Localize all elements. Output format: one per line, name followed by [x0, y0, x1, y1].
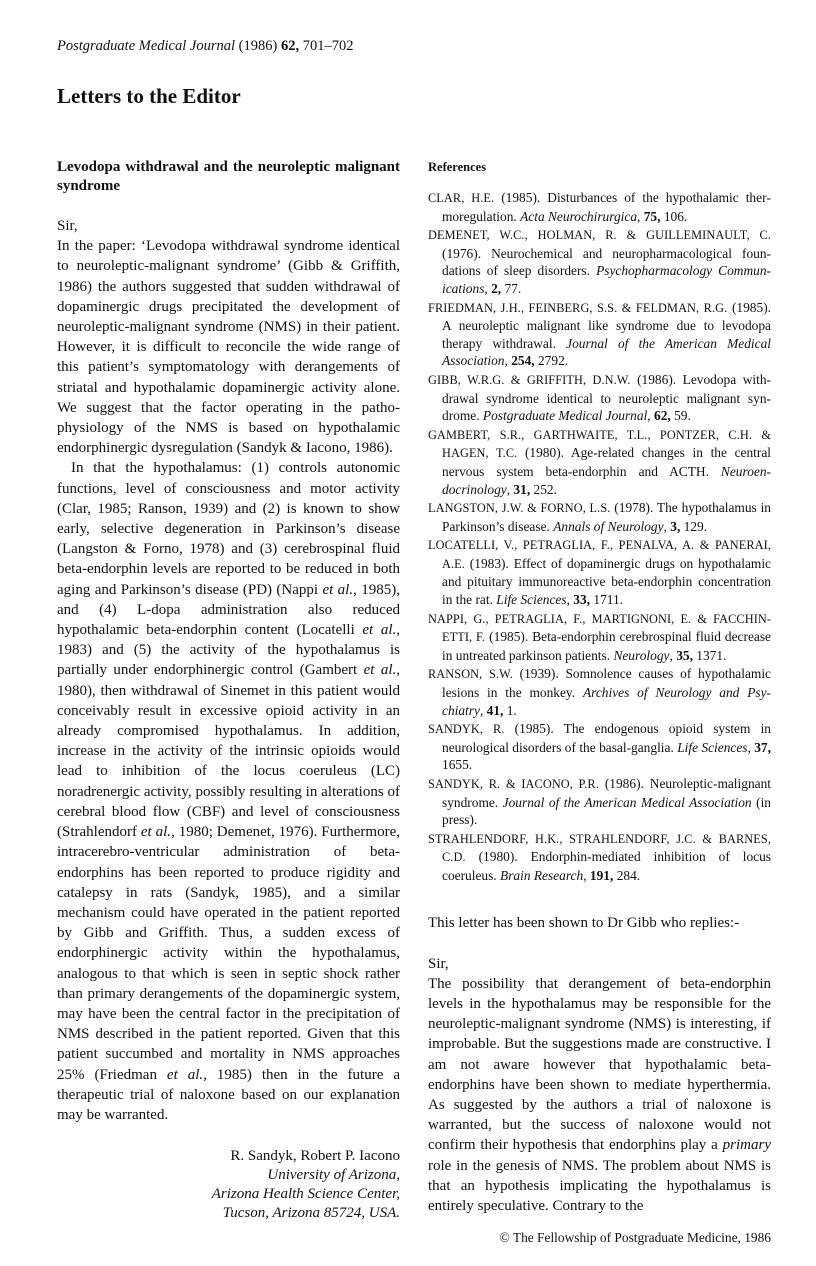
text-run: 59. — [670, 408, 691, 424]
text-run: (1983). Effect of dopaminergic drugs on hypothalamic and pituitary immunoreactive beta-endorphin concentration in the rat. — [442, 555, 771, 608]
text-run: (1980). Endorphin-mediated inhibition of locus coeruleus. — [442, 849, 771, 883]
text-run: , 1980), then withdrawal of Sinemet in this patient would conceivably result in excessive opioid activity in an already compromised hypothalamus. In addition, increase in the activity of the intrinsic opioids would lead to inhibition of the locus coeruleus (LC) noradrenergic activity, possibly resulting in alterations of cerebral blood flow (CBF) and level of consciousness (Strahlendorf — [57, 662, 400, 841]
italic-text: Acta Neurochirurgica — [520, 208, 638, 224]
text-run: (1985). The endogenous opioid system in neurological disorders of the basal-ganglia. — [442, 721, 771, 755]
reference-authors: SANDYK, R. — [428, 722, 505, 737]
bold-text: 2, — [491, 280, 502, 296]
text-run: , — [647, 408, 654, 424]
text-run: , — [479, 702, 487, 718]
reference-authors: LANGSTON, J.W. & FORNO, L.S. — [428, 501, 611, 516]
text-run: 1711. — [590, 592, 624, 608]
reference-item — [428, 371, 771, 425]
italic-text: Life Sciences — [496, 592, 567, 608]
reply-note: This letter has been shown to Dr Gibb who replies:- — [428, 914, 740, 931]
text-run: , — [583, 867, 590, 883]
reference-item — [428, 426, 771, 498]
reference-item — [428, 830, 771, 885]
text-run: , — [669, 647, 677, 663]
paragraph — [57, 458, 400, 1125]
reference-authors: LOCATELLI, V., PETRAGLIA, F., PENALVA, A. & PANERAI, A.E. — [428, 538, 771, 571]
italic-text: Journal of the American Medical Association — [442, 335, 772, 369]
reference-authors: CLAR, H.E. — [428, 191, 495, 205]
italic-text: Neuroendocrinology — [442, 463, 771, 497]
text-run: (1985). Disturbances of the hypothalamic thermoregulation. — [442, 190, 771, 224]
text-run: 1371. — [692, 647, 727, 663]
text-run: , 1983) and (5) the activity of the hypothalamus is partially under endorphinergic control (Gambert — [57, 622, 400, 679]
bold-text: 254, — [511, 353, 535, 369]
reference-authors: FRIEDMAN, J.H., FEINBERG, S.S. & FELDMAN, R.G. — [428, 300, 728, 315]
bold-text: 75, — [643, 208, 661, 224]
salutation: Sir, — [57, 218, 78, 234]
reference-item — [428, 665, 771, 719]
text-run: , — [566, 592, 574, 608]
signature-authors: R. Sandyk, Robert P. Iacono — [230, 1148, 400, 1165]
italic-text: Psychopharmacology Communications — [442, 263, 771, 296]
text-run: 252. — [530, 481, 557, 497]
text-run: 1. — [503, 702, 517, 718]
bold-text: 33, — [573, 592, 591, 608]
reference-item — [428, 226, 771, 297]
text-run: , 1985), and (4) L-dopa administration also reduced hypothalamic beta-endorphin content (Locatelli — [57, 581, 400, 639]
text-run: , — [747, 739, 755, 755]
reply-paragraph — [428, 974, 771, 1216]
italic-text: Life Sciences — [677, 739, 748, 755]
italic-text: et al. — [140, 824, 172, 841]
affiliation-line: University of Arizona, — [267, 1167, 400, 1184]
reference-authors: DEMENET, W.C., HOLMAN, R. & GUILLEMINAULT, C. — [428, 228, 771, 243]
affiliation-line: Tucson, Arizona 85724, USA. — [222, 1205, 400, 1222]
bold-text: 41, — [486, 702, 504, 718]
reference-authors: SANDYK, R. & IACONO, P.R. — [428, 777, 599, 791]
bold-text: 31, — [513, 481, 531, 497]
italic-text: Journal of the American Medical Association — [502, 794, 752, 810]
text-run: 77. — [501, 280, 522, 296]
bold-text: 62, — [654, 408, 671, 424]
text-run: , — [663, 518, 671, 534]
bold-text: 35, — [676, 647, 693, 663]
bold-text: 191, — [589, 867, 614, 883]
italic-text: Brain Research — [500, 867, 584, 883]
text-run: , — [484, 280, 492, 296]
text-run: , 1985) then in the future a therapeutic trial of naloxone based on our explanation may be warranted. — [57, 1066, 400, 1123]
text-run: (1985). A neuroleptic malignant like syndrome due to levodopa therapy withdrawal. — [442, 299, 771, 351]
article-title: Levodopa withdrawal and the neuroleptic malignant syndrome — [57, 159, 400, 194]
signature-block — [57, 1147, 400, 1223]
text-run: (1978). The hypothalamus in Parkinson’s disease. — [442, 500, 771, 534]
reference-item — [428, 536, 771, 608]
text-run: (1986). Levodopa withdrawal syndrome identical to neuroleptic malignant syndrome. — [442, 371, 771, 424]
text-run: In the paper: ‘Levodopa withdrawal syndrome identical to neuroleptic-malignant syndrome’ (Gibb & Griffith, 1986) the authors suggested that sudden withdrawal of dopaminergic drugs precipitated the development of neuroleptic-malignant syndrome (NMS) in their patient. However, it is difficult to reconcile the wide range of this patient’s symptomatology with derangements of striatal and hypothalamic dopaminergic activity alone. We suggest that the factor operating in the patho-physiology of the NMS is based on hypothalamic endorphinergic dysregulation (Sandyk & Iacono, 1986). — [57, 238, 400, 457]
italic-text: Archives of Neurology and Psychiatry — [442, 685, 771, 718]
text-run: (1980). Age-related changes in the central nervous system beta-endorphin and ACTH. — [442, 445, 771, 479]
running-head — [57, 38, 353, 55]
text-run: (in press). — [442, 794, 771, 828]
text-run: role in the genesis of NMS. The problem about NMS is that an hypothesis implicating the hypothalamus is entirely speculative. Contrary to the — [428, 1157, 771, 1214]
text-run: 1655. — [442, 757, 473, 773]
reference-authors: RANSON, S.W. — [428, 667, 513, 682]
text-run: (1985). Beta-endorphin cerebrospinal fluid decrease in untreated parkinson patients. — [442, 629, 772, 663]
journal-name: Postgraduate Medical Journal — [57, 38, 236, 54]
reference-item — [428, 299, 771, 370]
italic-text: et al. — [362, 622, 397, 639]
reference-item — [428, 189, 771, 225]
journal-pages: 701–702 — [302, 38, 354, 54]
text-run: , 1980; Demenet, 1976). Furthermore, intracerebro-ventricular administration of beta-endorphins has been reported to produce rigidity and catalepsy in rats (Sandyk, 1985), and a similar mechanism could have operated in the patient reported by Gibb and Griffith. Thus, a sudden excess of endorphinergic activity within the hypothalamus, analogous to that which is seen in septic shock rather than primary derangements of the dopaminergic system, may have been the central factor in the precipitation of NMS described in the patient reported. Given that this patient succumbed and mortality in NMS approaches 25% (Friedman — [57, 824, 400, 1083]
reference-item — [428, 499, 771, 535]
bold-text: 37, — [754, 739, 771, 755]
journal-volume: 62, — [280, 38, 300, 54]
reference-item — [428, 775, 771, 829]
text-run: , — [504, 353, 512, 369]
text-run: (1939). Somnolence causes of hypothalamic lesions in the monkey. — [442, 666, 771, 701]
text-run: 106. — [660, 208, 688, 224]
section-title: Letters to the Editor — [57, 84, 241, 108]
text-run: , — [506, 481, 514, 497]
reply-salutation: Sir, — [428, 955, 449, 972]
reference-authors: NAPPI, G., PETRAGLIA, F., MARTIGNONI, E. & FACCHINETTI, F. — [428, 611, 771, 645]
references-heading: References — [428, 160, 487, 174]
paragraph — [57, 236, 400, 458]
text-run: In that the hypothalamus: (1) controls autonomic functions, level of consciousness and motor activity (Clar, 1985; Ranson, 1939) and (2) is known to show early, selective degeneration in Parkinson’s disease (Langston & Forno, 1978) and (3) cerebrospinal fluid beta-endorphin levels are reported to be reduced in both aging and Parkinson’s disease (PD) (Nappi — [57, 460, 400, 598]
text-run: 129. — [680, 518, 708, 534]
italic-text: Neurology — [613, 647, 670, 663]
text-run: , — [637, 208, 644, 224]
reference-authors: GIBB, W.R.G. & GRIFFITH, D.N.W. — [428, 372, 631, 387]
italic-text: et al. — [166, 1066, 204, 1083]
text-run: (1976). Neurochemical and neuropharmacological foundations of sleep disorders. — [442, 245, 771, 279]
italic-text: Annals of Neurology — [553, 518, 664, 534]
affiliation-line: Arizona Health Science Center, — [211, 1186, 400, 1203]
copyright-footer: © The Fellowship of Postgraduate Medicine, 1986 — [499, 1230, 771, 1246]
text-run: 284. — [613, 867, 641, 883]
italic-text: et al. — [363, 662, 397, 679]
bold-text: 3, — [670, 518, 681, 534]
journal-year: (1986) — [238, 38, 278, 54]
letter-column — [57, 158, 400, 1243]
text-run: 2792. — [534, 353, 569, 369]
reply-letter — [428, 954, 771, 1217]
reference-list — [428, 189, 771, 885]
reference-item — [428, 720, 771, 774]
reference-item — [428, 610, 771, 665]
letter-body — [57, 236, 400, 1125]
reference-authors: GAMBERT, S.R., GARTHWAITE, T.L., PONTZER, C.H. & HAGEN, T.C. — [428, 427, 771, 461]
italic-text: Postgraduate Medical Journal — [482, 408, 648, 424]
italic-text: primary — [722, 1137, 771, 1154]
text-run: (1986). Neuroleptic-malignant syndrome. — [442, 776, 771, 810]
text-run: The possibility that derangement of beta-endorphin levels in the hypothalamus may be responsible for the neuroleptic-malignant syndrome (NMS) is interesting, if improbable. But the suggestions made are constructive. I am not aware however that hypothalamic beta-endorphins have been shown to mediate hyperthermia. As suggested by the authors a trial of naloxone is warranted, but the success of naloxone would not confirm their hypothesis that endorphins play a — [428, 975, 771, 1154]
references-column — [428, 158, 771, 1266]
italic-text: et al. — [322, 581, 354, 598]
reference-authors: STRAHLENDORF, H.K., STRAHLENDORF, J.C. & BARNES, C.D. — [428, 831, 771, 865]
